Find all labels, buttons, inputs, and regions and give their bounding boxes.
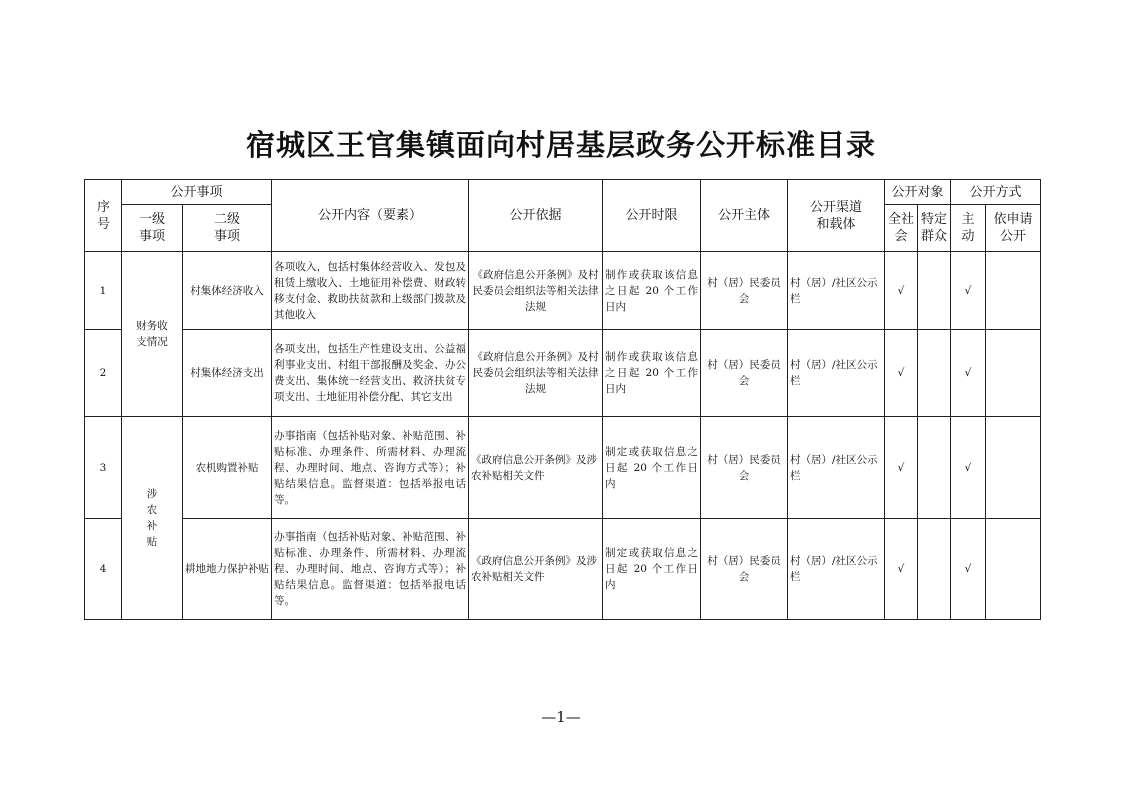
header-basis: 公开依据: [469, 180, 603, 252]
header-method-group: 公开方式: [951, 180, 1041, 205]
row-basis: 《政府信息公开条例》及村民委员会组织法等相关法律法规: [469, 252, 603, 330]
row-target-all: √: [885, 519, 918, 620]
row-content: 各项收入，包括村集体经营收入、发包及租赁上缴收入、土地征用补偿费、财政转移支付金、救助扶贫款和上级部门拨款及其他收入: [272, 252, 469, 330]
row-level2: 农机购置补贴: [183, 417, 272, 519]
row-method-active: √: [951, 417, 986, 519]
row-target-specific: [918, 252, 951, 330]
disclosure-catalog-table: [84, 179, 1041, 620]
row-content: 办事指南（包括补贴对象、补贴范围、补贴标准、办理条件、所需材料、办理流程、办理时间、地点、咨询方式等）；补贴结果信息。监督渠道：包括举报电话等。: [272, 519, 469, 620]
row-method-request: [986, 252, 1041, 330]
header-seq: 序号: [85, 180, 122, 252]
table-row: [85, 252, 1041, 330]
row-basis: 《政府信息公开条例》及涉农补贴相关文件: [469, 519, 603, 620]
row-deadline: 制定或获取信息之日起 20 个工作日内: [603, 519, 701, 620]
row-content: 各项支出，包括生产性建设支出、公益福利事业支出、村组干部报酬及奖金、办公费支出、集体统一经营支出、救济扶贫专项支出、土地征用补偿分配、其它支出: [272, 330, 469, 417]
row-method-active: √: [951, 519, 986, 620]
row-level1: 涉农补贴: [122, 417, 183, 620]
row-seq: 2: [85, 330, 122, 417]
row-level1: 财务收支情况: [122, 252, 183, 417]
row-target-specific: [918, 417, 951, 519]
row-seq: 4: [85, 519, 122, 620]
table-row: [85, 330, 1041, 417]
row-method-active: √: [951, 330, 986, 417]
row-method-active: √: [951, 252, 986, 330]
header-subject: 公开主体: [701, 180, 788, 252]
row-channel: 村（居）/社区公示栏: [788, 330, 885, 417]
row-channel: 村（居）/社区公示栏: [788, 417, 885, 519]
row-level2: 村集体经济收入: [183, 252, 272, 330]
table-row: [85, 417, 1041, 519]
row-channel: 村（居）/社区公示栏: [788, 519, 885, 620]
header-target-group: 公开对象: [885, 180, 951, 205]
row-target-all: √: [885, 252, 918, 330]
header-method-active: 主动: [951, 205, 986, 252]
row-target-specific: [918, 519, 951, 620]
row-seq: 3: [85, 417, 122, 519]
table-row: [85, 519, 1041, 620]
header-row-1: [85, 180, 1041, 205]
page-number: —1—: [541, 708, 581, 726]
header-content: 公开内容（要素）: [272, 180, 469, 252]
row-deadline: 制作或获取该信息之日起 20 个工作日内: [603, 252, 701, 330]
header-level2: 二级事项: [183, 205, 272, 252]
header-channel: 公开渠道和载体: [788, 180, 885, 252]
row-content: 办事指南（包括补贴对象、补贴范围、补贴标准、办理条件、所需材料、办理流程、办理时间、地点、咨询方式等）；补贴结果信息。监督渠道：包括举报电话等。: [272, 417, 469, 519]
header-item-group: 公开事项: [122, 180, 272, 205]
header-target-all: 全社会: [885, 205, 918, 252]
row-basis: 《政府信息公开条例》及村民委员会组织法等相关法律法规: [469, 330, 603, 417]
row-target-all: √: [885, 330, 918, 417]
header-level1: 一级事项: [122, 205, 183, 252]
row-subject: 村（居）民委员会: [701, 330, 788, 417]
row-deadline: 制定或获取信息之日起 20 个工作日内: [603, 417, 701, 519]
header-method-request: 依申请公开: [986, 205, 1041, 252]
header-target-specific: 特定群众: [918, 205, 951, 252]
row-method-request: [986, 330, 1041, 417]
row-level2: 村集体经济支出: [183, 330, 272, 417]
row-basis: 《政府信息公开条例》及涉农补贴相关文件: [469, 417, 603, 519]
row-subject: 村（居）民委员会: [701, 417, 788, 519]
row-subject: 村（居）民委员会: [701, 519, 788, 620]
row-target-all: √: [885, 417, 918, 519]
row-subject: 村（居）民委员会: [701, 252, 788, 330]
row-method-request: [986, 417, 1041, 519]
row-method-request: [986, 519, 1041, 620]
row-seq: 1: [85, 252, 122, 330]
page-title: 宿城区王官集镇面向村居基层政务公开标准目录: [245, 128, 876, 162]
header-deadline: 公开时限: [603, 180, 701, 252]
row-level2: 耕地地力保护补贴: [183, 519, 272, 620]
row-channel: 村（居）/社区公示栏: [788, 252, 885, 330]
row-deadline: 制作或获取该信息之日起 20 个工作日内: [603, 330, 701, 417]
row-target-specific: [918, 330, 951, 417]
